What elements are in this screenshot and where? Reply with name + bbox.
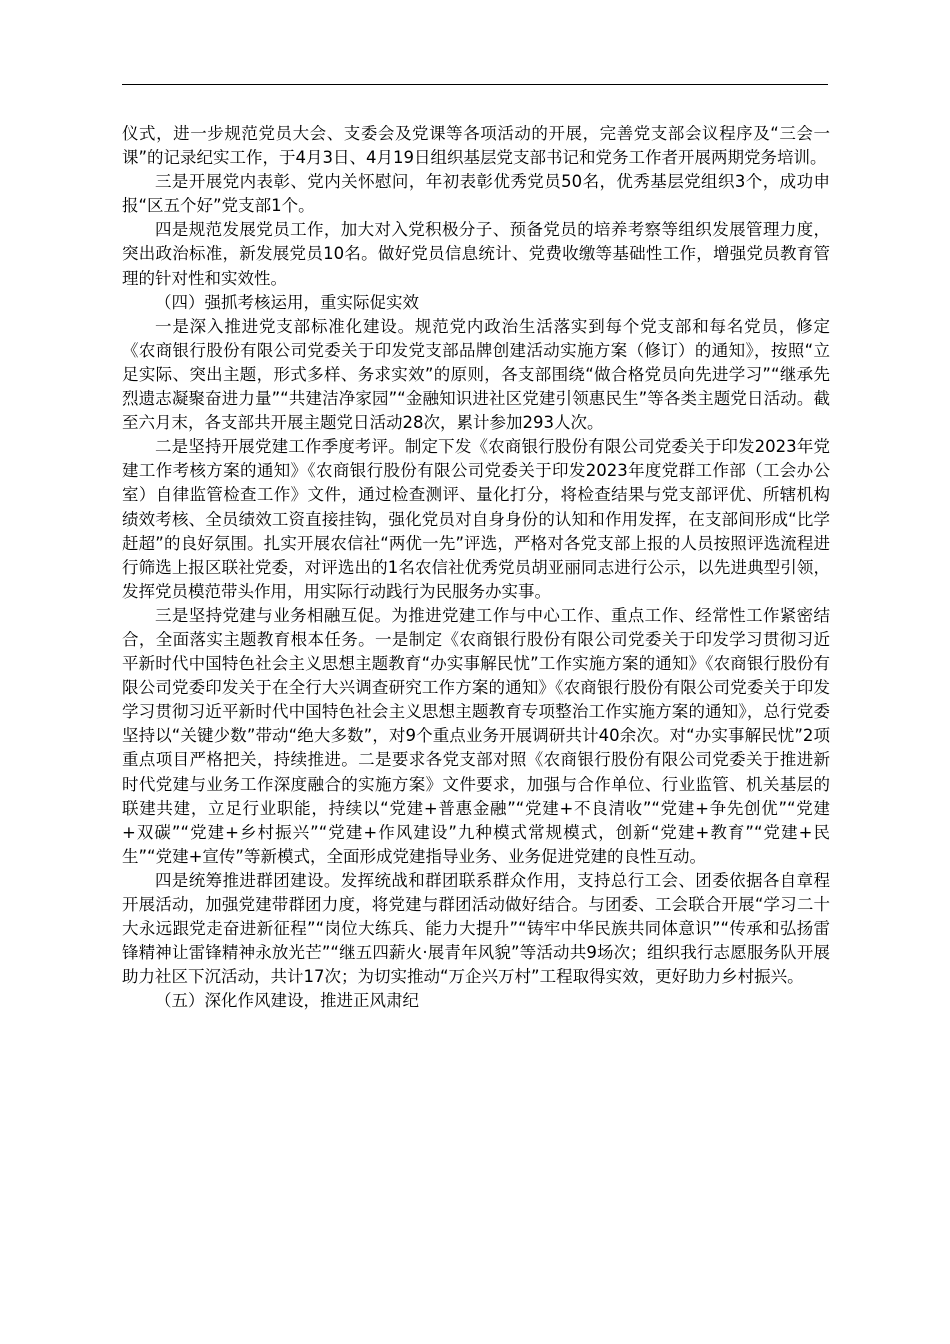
- paragraph-party-member-development: 四是规范发展党员工作，加大对入党积极分子、预备党员的培养考察等组织发展管理力度，突出政治标准，新发展党员10名。做好党员信息统计、党费收缴等基础性工作，增强党员教育管理的针对性和实效性。: [122, 220, 830, 288]
- paragraph-continuation: 仪式，进一步规范党员大会、支委会及党课等各项活动的开展，完善党支部会议程序及“三会一课”的记录纪实工作，于4月3日、4月19日组织基层党支部书记和党务工作者开展两期党务培训。: [122, 124, 830, 168]
- paragraph-mass-organization: 四是统筹推进群团建设。发挥统战和群团联系群众作用，支持总行工会、团委依据各自章程开展活动，加强党建带群团力度，将党建与群团活动做好结合。与团委、工会联合开展“学习二十大永远跟党走奋进新征程”“岗位大练兵、能力大提升”“铸牢中华民族共同体意识”“传承和弘扬雷锋精神让雷锋精神永放光芒”“继五四薪火·展青年风貌”等活动共9场次；组织我行志愿服务队开展助力社区下沉活动，共计17次；为切实推动“万企兴万村”工程取得实效，更好助力乡村振兴。: [122, 870, 830, 987]
- paragraph-party-business-integration: 三是坚持党建与业务相融互促。为推进党建工作与中心工作、重点工作、经常性工作紧密结合，全面落实主题教育根本任务。一是制定《农商银行股份有限公司党委关于印发学习贯彻习近平新时代中国特色社会主义思想主题教育“办实事解民忧”工作实施方案的通知》《农商银行股份有限公司党委印发关于在全行大兴调查研究工作方案的通知》《农商银行股份有限公司党委关于印发学习贯彻习近平新时代中国特色社会主义思想主题教育专项整治工作实施方案的通知》，总行党委坚持以“关键少数”带动“绝大多数”，对9个重点业务开展调研共计40余次。对“办实事解民忧”2项重点项目严格把关，持续推进。二是要求各党支部对照《农商银行股份有限公司党委关于推进新时代党建与业务工作深度融合的实施方案》文件要求，加强与合作单位、行业监管、机关基层的联建共建，立足行业职能，持续以“党建+普惠金融”“党建+不良清收”“党建+争先创优”“党建+双碳”“党建+乡村振兴”“党建+作风建设”九种模式常规模式，创新“党建+教育”“党建+民生”“党建+宣传”等新模式，全面形成党建指导业务、业务促进党建的良性互动。: [122, 605, 830, 866]
- section-heading-4: （四）强抓考核运用，重实际促实效: [155, 292, 419, 312]
- document-body: [122, 122, 830, 1013]
- paragraph-branch-standardization: 一是深入推进党支部标准化建设。规范党内政治生活落实到每个党支部和每名党员，修定《农商银行股份有限公司党委关于印发党支部品牌创建活动实施方案（修订）的通知》，按照“立足实际、突出主题，形式多样、务求实效”的原则，各支部围绕“做合格党员向先进学习”“继承先烈遗志凝聚奋进力量”“共建洁净家园”“金融知识进社区党建引领惠民生”等各类主题党日活动。截至六月末，各支部共开展主题党日活动28次，累计参加293人次。: [122, 316, 830, 433]
- paragraph-commendation: 三是开展党内表彰、党内关怀慰问，年初表彰优秀党员50名，优秀基层党组织3个，成功申报“区五个好”党支部1个。: [122, 172, 830, 216]
- section-heading-5: （五）深化作风建设，推进正风肃纪: [155, 991, 419, 1011]
- paragraph-quarterly-evaluation: 二是坚持开展党建工作季度考评。制定下发《农商银行股份有限公司党委关于印发2023年党建工作考核方案的通知》《农商银行股份有限公司党委关于印发2023年度党群工作部（工会办公室）自律监管检查工作》文件，通过检查测评、量化打分，将检查结果与党支部评优、所辖机构绩效考核、全员绩效工资直接挂钩，强化党员对自身身份的认知和作用发挥，在支部间形成“比学赶超”的良好氛围。扎实开展农信社“两优一先”评选，严格对各党支部上报的人员按照评选流程进行筛选上报区联社党委，对评选出的1名农信社优秀党员胡亚丽同志进行公示，以先进典型引领，发挥党员模范带头作用，用实际行动践行为民服务办实事。: [122, 437, 830, 601]
- header-rule: [122, 84, 828, 85]
